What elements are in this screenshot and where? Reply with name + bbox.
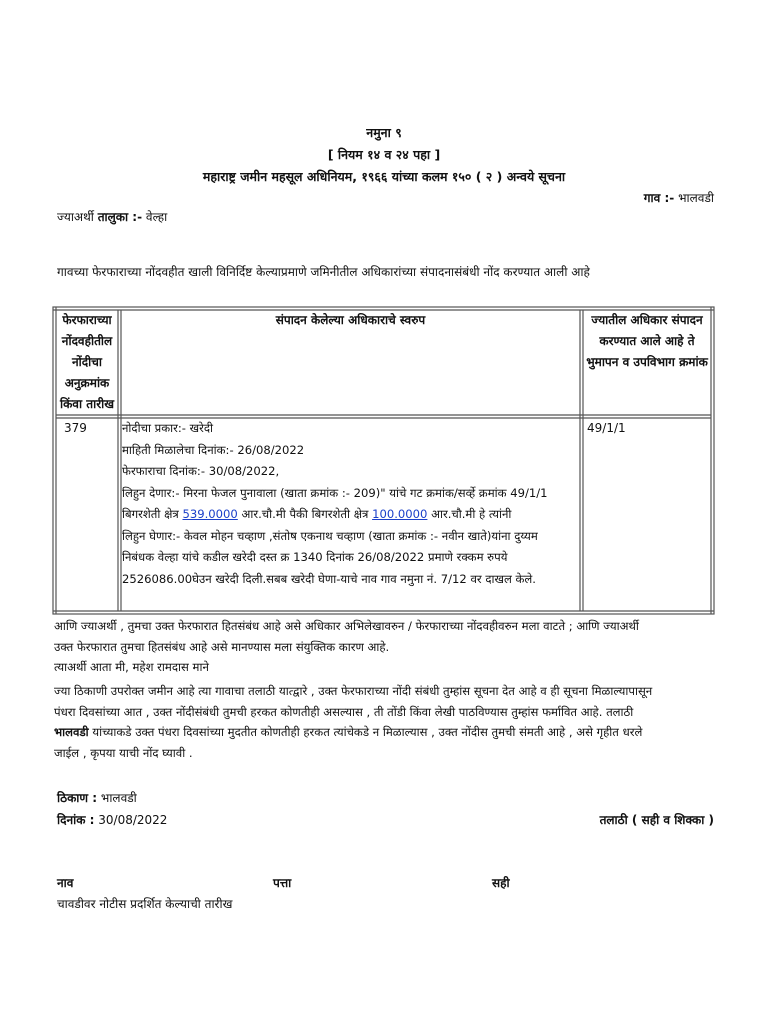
place-label: ठिकाण : — [57, 791, 98, 805]
area-text: आर.चौ.मी हे त्यांनी — [427, 507, 512, 521]
transferor-line: लिहुन देणार:- मिरना फेजल पुनावाला (खाता क्रमांक :- 209)" यांचे गट क्रमांक/सर्व्हे क्रमांक 49/1/1 — [122, 485, 548, 500]
date-label: दिनांक : — [57, 813, 95, 827]
taluka-line — [57, 208, 167, 225]
talathi-signature-label: तलाठी ( सही व शिक्का ) — [599, 813, 714, 827]
village-line — [644, 189, 714, 206]
info-received-date: माहिती मिळालेचा दिनांक:- 26/08/2022 — [122, 442, 305, 457]
notice-line: पंधरा दिवसांच्या आत , उक्त नोंदीसंबंधी तुमची हरकत कोणतीही असल्यास , ती तोंडी किंवा लेखी पाठविण्यास तुम्हांस फर्मावित आहे. तलाठी — [54, 704, 634, 719]
notice-line: जाईल , कृपया याची नोंद घ्यावी . — [54, 745, 193, 760]
col-rights-header: संपादन केलेल्या अधिकाराचे स्वरुप — [275, 313, 426, 327]
serial-number: 379 — [64, 421, 87, 435]
date-line — [57, 811, 167, 828]
area-line — [122, 504, 578, 526]
taluka-label: तालुका :- — [97, 210, 143, 224]
col-survey-header-line: भुमापन व उपविभाग क्रमांक — [586, 355, 708, 369]
entry-type: नोदीचा प्रकार:- खरेदी — [122, 421, 214, 435]
area-text: बिगरशेती क्षेत्र — [122, 507, 183, 521]
amount-line: 2526086.00घेउन खरेदी दिली.सबब खरेदी घेणा-याचे नाव गाव नमुना नं. 7/12 वर दाखल केले. — [122, 571, 536, 586]
notice-line: उक्त फेरफारात तुमचा हितसंबंध आहे असे मानण्यास मला संयुक्तिक कारण आहे. — [54, 639, 390, 654]
notice-line: आणि ज्याअर्थी , तुमचा उक्त फेरफारात हितसंबंध आहे असे अधिकार अभिलेखावरुन / फेरफाराच्या नोंदवहीवरुन मला वाटते ; आणि ज्याअर्थी — [54, 619, 639, 633]
form-number: नमुना ९ — [366, 125, 402, 140]
display-date-label: चावडीवर नोटीस प्रदर्शित केल्याची तारीख — [57, 897, 233, 911]
talathi-village: भालवडी — [54, 725, 89, 739]
signature-label: सही — [492, 876, 510, 890]
notice-text: यांच्याकडे उक्त पंधरा दिवसांच्या मुदतीत कोणतीही हरकत त्यांचेकडे न मिळाल्यास , उक्त नोंदीस तुमची संमती आहे , असे गृहीत धरले — [88, 725, 643, 739]
name-label: नाव — [57, 876, 74, 890]
date-value: 30/08/2022 — [98, 813, 168, 827]
notice-paragraph-1 — [54, 616, 639, 678]
mutation-date: फेरफाराचा दिनांक:- 30/08/2022, — [122, 464, 280, 478]
notice-line: त्याअर्थी आता मी, महेश रामदास माने — [54, 660, 209, 674]
act-title: महाराष्ट्र जमीन महसूल अधिनियम, १९६६ यांच्या कलम १५० ( २ ) अन्वये सूचना — [202, 169, 566, 184]
col-survey-header-line: करण्यात आले आहे ते — [599, 334, 695, 348]
area-link-total[interactable]: 539.0000 — [182, 507, 238, 521]
intro-text: गावच्या फेरफाराच्या नोंदवहीत खाली विनिर्दिष्ट केल्याप्रमाणे जमिनीतील अधिकारांच्या संपादनासंबंधी नोंद करण्यात आली आहे — [57, 265, 590, 279]
place-value: भालवडी — [100, 791, 137, 805]
col-serial-header-line: अनुक्रमांक — [64, 376, 110, 390]
village-label: गाव :- — [643, 191, 675, 205]
village-value: भालवडी — [678, 191, 714, 205]
notice-paragraph-2 — [54, 681, 652, 763]
area-text: आर.चौ.मी पैकी बिगरशेती क्षेत्र — [237, 507, 373, 521]
deed-line: निबंधक वेल्हा यांचे कडील खरेदी दस्त क्र 1340 दिनांक 26/08/2022 प्रमाणे रक्कम रुपये — [122, 550, 508, 564]
whereas-text: ज्याअर्थी — [57, 210, 94, 224]
col-serial-header — [56, 310, 118, 415]
taluka-value: वेल्हा — [145, 210, 168, 224]
col-survey-header — [583, 310, 711, 373]
notice-line: ज्या ठिकाणी उपरोक्त जमीन आहे त्या गावाचा तलाठी यात्द्वारे , उक्त फेरफाराच्या नोंदी संबंधी तुम्हांस सूचना देत आहे व ही सूचना मिळाल्यापासून — [54, 684, 653, 698]
transferee-line: लिहुन घेणार:- केवल मोहन चव्हाण ,संतोष एकनाथ चव्हाण (खाता क्रमांक :- नवीन खाते)यांना दुय्यम — [122, 528, 538, 543]
col-survey-header-line: ज्यातील अधिकार संपादन — [591, 313, 703, 327]
place-line — [57, 789, 137, 806]
area-link-transferred[interactable]: 100.0000 — [372, 507, 428, 521]
col-serial-header-line: किंवा तारीख — [59, 397, 115, 411]
col-serial-header-line: नोंदीचा — [72, 355, 102, 369]
col-serial-header-line: फेरफाराच्या — [62, 313, 112, 327]
col-serial-header-line: नोंदवहीतील — [61, 334, 113, 348]
notice-line — [54, 722, 652, 743]
rule-reference: [ नियम १४ व २४ पहा ] — [327, 147, 441, 162]
address-label: पत्ता — [273, 876, 292, 890]
survey-number: 49/1/1 — [587, 421, 626, 435]
rights-details — [122, 418, 578, 590]
